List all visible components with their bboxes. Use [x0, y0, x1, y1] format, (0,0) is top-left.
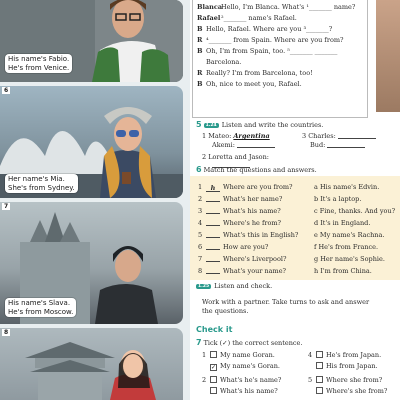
answer-option: c Fine, thanks. And you?	[314, 207, 396, 215]
question-row	[198, 242, 268, 252]
match-blank[interactable]: h	[206, 185, 220, 192]
answer-option: f He's from France.	[314, 243, 379, 251]
listen-instruction: Listen and check.	[214, 282, 273, 290]
check-item	[202, 375, 281, 385]
question-row	[198, 266, 286, 276]
question-row	[198, 218, 281, 228]
match-blank[interactable]	[206, 219, 220, 226]
question-text: What's this in English?	[223, 231, 299, 239]
question-text: What's your name?	[223, 267, 287, 275]
caption-slava-line2: He's from Moscow.	[8, 307, 74, 316]
answer-option: g Her name's Sophie.	[314, 255, 385, 263]
photo-column	[0, 0, 190, 400]
sentence-option: My name's Goran.	[220, 362, 280, 370]
dialogue-text: Hello, Rafael. Where are you ³_______?	[206, 25, 333, 33]
photo-number-8: 8	[4, 329, 9, 336]
dialogue-text: ⁴_______ from Spain. Where are you from?	[206, 36, 344, 44]
speaker: B	[197, 47, 203, 55]
exercise-column	[190, 0, 400, 400]
dialogue-text: Hello, I'm Blanca. What's ¹_______ name?	[221, 3, 356, 11]
dialogue-line	[197, 2, 363, 13]
speaker: B	[197, 25, 203, 33]
dialogue-text: Oh, nice to meet you, Rafael.	[206, 80, 302, 88]
caption-mia-line2: She's from Sydney.	[8, 183, 75, 192]
photo-number-6: 6	[4, 87, 9, 94]
photo-person-8	[0, 328, 183, 400]
dialogue-line	[197, 13, 363, 24]
ex5-label: 1 Mateo:	[202, 132, 232, 140]
speaker: Blanca	[197, 3, 223, 11]
speaker: Rafael	[197, 14, 221, 22]
photo-mia	[0, 86, 183, 198]
ex5-item-3b	[310, 140, 365, 150]
question-number: 8	[198, 267, 203, 275]
answer-option: a His name's Edvin.	[314, 183, 380, 191]
listen-and-check	[196, 281, 272, 291]
caption-slava	[5, 298, 76, 317]
question-row	[198, 230, 298, 240]
dialogue-text: Oh, I'm from Spain, too. ⁵_______ _______	[206, 47, 338, 55]
match-blank[interactable]	[206, 195, 220, 202]
tick-box[interactable]	[316, 376, 323, 383]
check-item	[210, 361, 280, 371]
answer-blank[interactable]	[338, 132, 376, 139]
question-row	[198, 206, 281, 216]
question-number: 6	[198, 243, 203, 251]
tick-box[interactable]	[316, 362, 323, 369]
question-text: How are you?	[223, 243, 269, 251]
caption-fabio-line2: He's from Venice.	[8, 63, 70, 72]
photo-fabio	[0, 0, 183, 82]
match-blank[interactable]	[206, 231, 220, 238]
dialogue-text: ²_______ name's Rafael.	[221, 14, 297, 22]
exercise-number: 6	[196, 165, 202, 174]
question-number: 5	[198, 231, 203, 239]
sentence-option: He's from Japan.	[326, 351, 382, 359]
speaker	[197, 57, 206, 68]
tick-box[interactable]	[210, 387, 217, 394]
tick-box[interactable]	[316, 387, 323, 394]
sentence-option: What's he's name?	[220, 376, 282, 384]
match-blank[interactable]	[206, 243, 220, 250]
sentence-option: His from Japan.	[326, 362, 378, 370]
partner-instruction-line2: the questions.	[202, 307, 249, 315]
match-box	[190, 176, 400, 280]
dialogue-line	[197, 35, 363, 46]
item-number: 4	[308, 351, 313, 359]
temple-illustration	[0, 328, 183, 400]
match-blank[interactable]	[206, 255, 220, 262]
caption-fabio-line1: His name's Fabio.	[8, 55, 70, 63]
side-photo-strip	[376, 0, 400, 112]
check-item	[316, 361, 378, 371]
exercise-instruction: Tick (✓) the correct sentence.	[203, 339, 303, 347]
exercise-number: 7	[196, 338, 202, 347]
question-row	[198, 182, 293, 192]
photo-slava	[0, 202, 183, 324]
partner-instruction-line1: Work with a partner. Take turns to ask and answer	[202, 298, 370, 306]
answer-option: d It's in England.	[314, 219, 371, 227]
caption-mia	[5, 174, 78, 193]
ex5-label: 2 Loretta and Jason:	[202, 153, 269, 161]
ex5-item-1b	[212, 140, 275, 150]
sentence-option: Where she from?	[326, 376, 383, 384]
tick-box[interactable]	[210, 376, 217, 383]
question-number: 7	[198, 255, 203, 263]
answer-option: e My name's Rachna.	[314, 231, 385, 239]
check-item	[308, 350, 381, 360]
dialogue-text: Really? I'm from Barcelona, too!	[206, 69, 313, 77]
answer-option: b It's a laptop.	[314, 195, 362, 203]
dialogue-line	[197, 46, 363, 57]
answer-blank[interactable]	[327, 141, 365, 148]
sentence-option: My name Goran.	[220, 351, 275, 359]
audio-track-badge[interactable]: 1.25	[198, 284, 210, 289]
sentence-option: Where's she from?	[326, 387, 388, 395]
question-text: Where are you from?	[223, 183, 293, 191]
ex5-example-answer: Argentina	[233, 132, 270, 140]
answer-blank[interactable]	[237, 141, 275, 148]
question-text: Where's he from?	[223, 219, 282, 227]
ex5-label: 3 Charles:	[302, 132, 336, 140]
question-text: What's his name?	[223, 207, 281, 215]
audio-track-badge[interactable]: 1.24	[205, 123, 217, 128]
speaker: B	[197, 80, 203, 88]
question-number: 1	[198, 183, 203, 191]
dialogue-line	[197, 24, 363, 35]
dialogue-box	[192, 0, 368, 118]
check-item	[202, 350, 275, 360]
question-text: What's her name?	[223, 195, 283, 203]
item-number: 1	[202, 351, 207, 359]
item-number: 2	[202, 376, 207, 384]
exercise-5-heading	[196, 120, 323, 130]
check-item	[210, 386, 278, 396]
exercise-7-heading	[196, 338, 302, 348]
match-blank[interactable]	[206, 207, 220, 214]
question-row	[198, 254, 286, 264]
exercise-instruction: Match the questions and answers.	[203, 166, 317, 174]
sentence-option: What's his name?	[220, 387, 278, 395]
dialogue-line	[197, 57, 363, 68]
speaker: R	[197, 36, 203, 44]
question-row	[198, 194, 282, 204]
item-number: 5	[308, 376, 313, 384]
question-text: Where's Liverpool?	[223, 255, 287, 263]
tick-box[interactable]	[316, 351, 323, 358]
answer-option: h I'm from China.	[314, 267, 372, 275]
question-number: 4	[198, 219, 203, 227]
exercise-instruction: Listen and write the countries.	[221, 121, 324, 129]
exercise-number: 5	[196, 120, 202, 129]
dialogue-text: Barcelona.	[206, 58, 242, 66]
match-blank[interactable]	[206, 267, 220, 274]
check-it-heading: Check it	[196, 325, 233, 334]
ex5-label: Akemi:	[212, 141, 235, 149]
dialogue-line	[197, 79, 363, 90]
ex5-label: Bud:	[310, 141, 326, 149]
tick-box[interactable]: ✓	[211, 364, 217, 371]
dialogue-line	[197, 68, 363, 79]
check-item	[316, 386, 387, 396]
check-item	[308, 375, 382, 385]
photo-number-7: 7	[4, 203, 9, 210]
caption-slava-line1: His name's Slava.	[8, 299, 71, 307]
question-number: 2	[198, 195, 203, 203]
exercise-6-heading	[196, 165, 317, 175]
caption-fabio	[5, 54, 72, 73]
speaker: R	[197, 69, 203, 77]
tick-box[interactable]	[210, 351, 217, 358]
question-number: 3	[198, 207, 203, 215]
caption-mia-line1: Her name's Mia.	[8, 175, 65, 183]
